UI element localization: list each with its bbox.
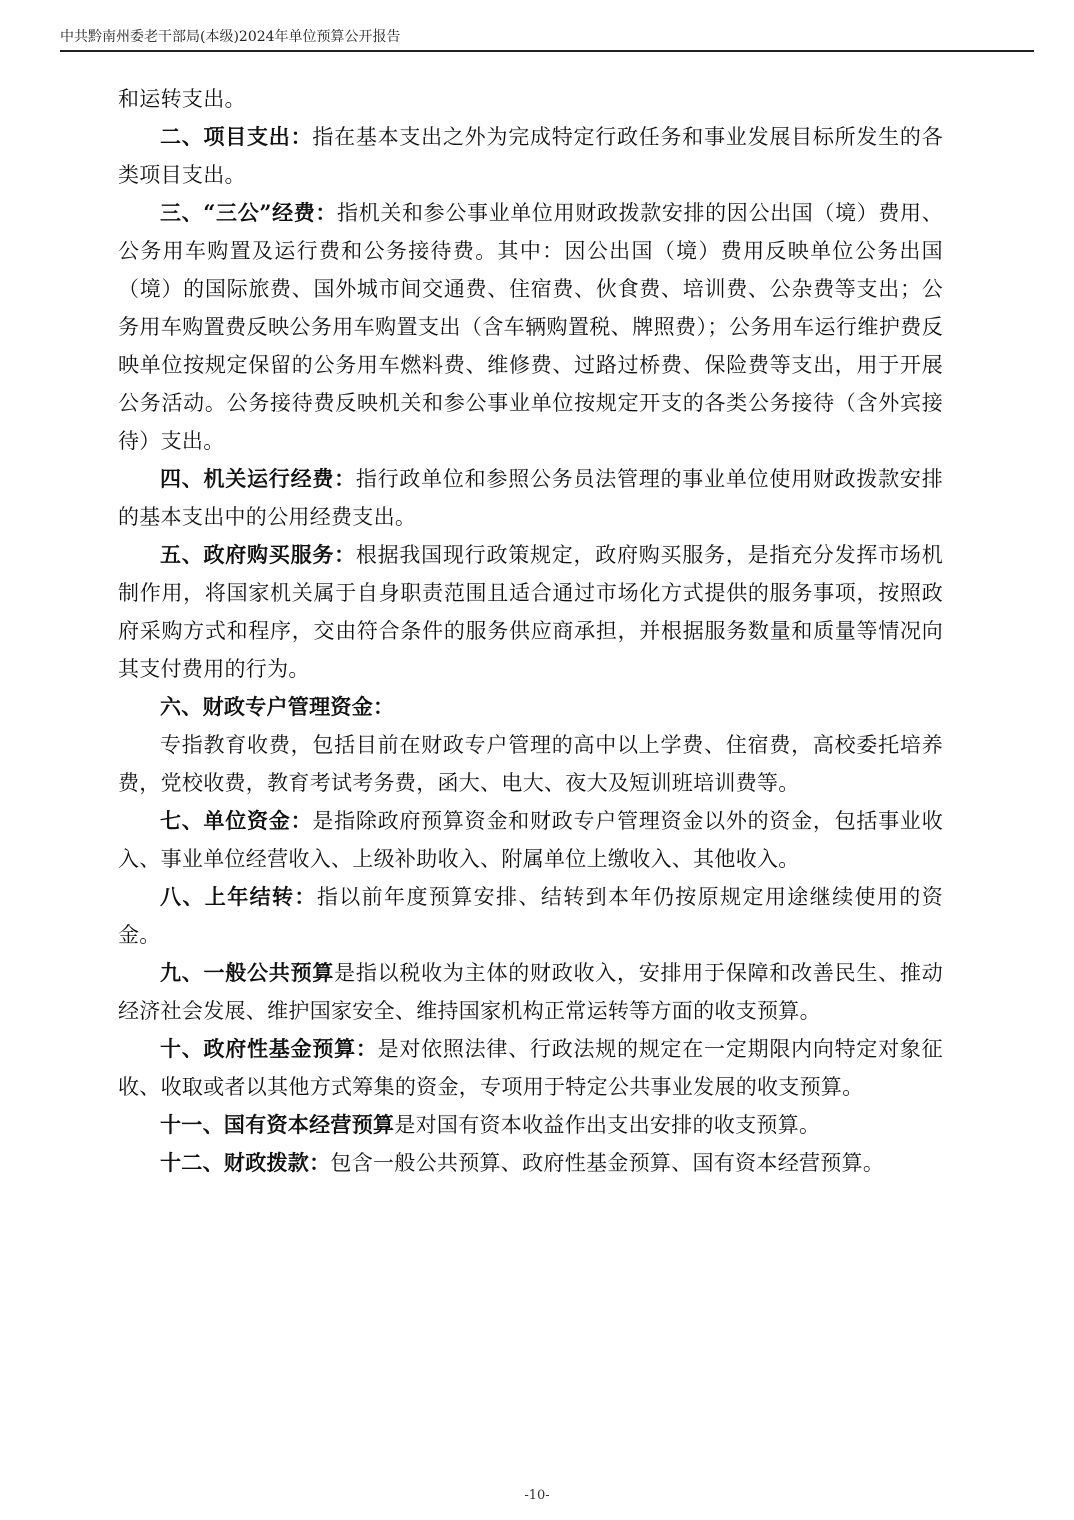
paragraph-term: 三、“三公”经费：	[160, 200, 338, 225]
page-header: 中共黔南州委老干部局(本级)2024年单位预算公开报告	[60, 26, 1034, 52]
paragraph	[118, 954, 943, 1030]
paragraph-text: 根据我国现行政策规定，政府购买服务，是指充分发挥市场机制作用，将国家机关属于自身职责范围且适合通过市场化方式提供的服务事项，按照政府采购方式和程序，交由符合条件的服务供应商承担，并根据服务数量和质量等情况向其支付费用的行为。	[118, 543, 943, 681]
paragraph	[118, 80, 943, 118]
paragraph-term: 四、机关运行经费：	[160, 466, 356, 491]
paragraph-text: 是指以税收为主体的财政收入，安排用于保障和改善民生、推动经济社会发展、维护国家安全、维持国家机构正常运转等方面的收支预算。	[118, 961, 943, 1023]
paragraph-text: 是对依照法律、行政法规的规定在一定期限内向特定对象征收、收取或者以其他方式筹集的资金，专项用于特定公共事业发展的收支预算。	[118, 1037, 943, 1099]
paragraph	[118, 688, 943, 726]
paragraph-text: 指机关和参公事业单位用财政拨款安排的因公出国（境）费用、公务用车购置及运行费和公务接待费。其中：因公出国（境）费用反映单位公务出国（境）的国际旅费、国外城市间交通费、住宿费、伙食费、培训费、公杂费等支出；公务用车购置费反映公务用车购置支出（含车辆购置税、牌照费）；公务用车运行维护费反映单位按规定保留的公务用车燃料费、维修费、过路过桥费、保险费等支出，用于开展公务活动。公务接待费反映机关和参公事业单位按规定开支的各类公务接待（含外宾接待）支出。	[118, 201, 943, 453]
paragraph	[118, 878, 943, 954]
paragraph-term: 七、单位资金：	[160, 808, 313, 833]
paragraph-term: 九、一般公共预算	[160, 960, 335, 985]
paragraph-text: 指以前年度预算安排、结转到本年仍按原规定用途继续使用的资金。	[118, 885, 943, 947]
paragraph-text: 是指除政府预算资金和财政专户管理资金以外的资金，包括事业收入、事业单位经营收入、上级补助收入、附属单位上缴收入、其他收入。	[118, 809, 943, 871]
paragraph-term: 五、政府购买服务：	[160, 542, 356, 567]
paragraph-text: 指行政单位和参照公务员法管理的事业单位使用财政拨款安排的基本支出中的公用经费支出。	[118, 467, 943, 529]
paragraph-term: 十二、财政拨款：	[160, 1150, 331, 1175]
paragraph-term: 十、政府性基金预算：	[160, 1036, 378, 1061]
paragraph-term: 八、上年结转：	[160, 884, 317, 909]
paragraph	[118, 1106, 943, 1144]
paragraph	[118, 194, 943, 460]
paragraph	[118, 118, 943, 194]
paragraph-text: 包含一般公共预算、政府性基金预算、国有资本经营预算。	[330, 1151, 885, 1175]
paragraph	[118, 726, 943, 802]
paragraph	[118, 460, 943, 536]
paragraph	[118, 802, 943, 878]
paragraph	[118, 1030, 943, 1106]
paragraph-text: 指在基本支出之外为完成特定行政任务和事业发展目标所发生的各类项目支出。	[118, 125, 943, 187]
paragraph-term: 十一、国有资本经营预算	[160, 1112, 395, 1137]
page-number: -10-	[524, 1488, 550, 1503]
paragraph-term: 二、项目支出：	[160, 124, 313, 149]
paragraph-text: 是对国有资本收益作出支出安排的收支预算。	[394, 1113, 821, 1137]
document-body	[118, 80, 943, 1182]
paragraph-term: 六、财政专户管理资金：	[160, 694, 395, 719]
paragraph	[118, 536, 943, 688]
paragraph-text: 和运转支出。	[118, 87, 246, 111]
paragraph-text: 专指教育收费，包括目前在财政专户管理的高中以上学费、住宿费，高校委托培养费，党校收费，教育考试考务费，函大、电大、夜大及短训班培训费等。	[118, 733, 943, 795]
paragraph	[118, 1144, 943, 1182]
